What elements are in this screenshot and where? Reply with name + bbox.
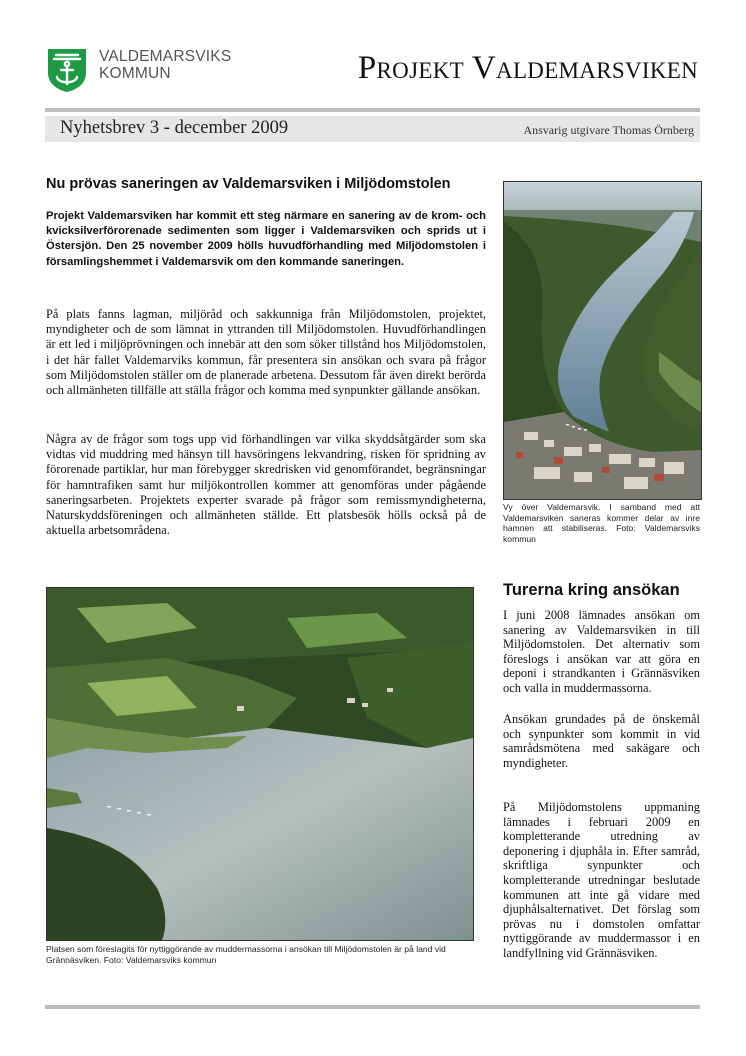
municipality-logo-icon <box>46 47 88 93</box>
main-headline: Nu prövas saneringen av Valdemarsviken i Miljödomstolen <box>46 176 451 192</box>
side-paragraph-3: På Miljödomstolens uppmaning lämnades i februari 2009 en kompletterande utredning av deponering i djuphåla in. Efter samråd, skriftliga synpunkter och kompletterande utredningar beslutade kommunen att inte gå vidare med djuphålsalternativet. Det förslag som prövas nu i domstolen omfattar nyttiggörande av muddermassor i en landfyllning vid Grännäsviken. <box>503 800 700 960</box>
photo2-caption: Platsen som föreslagits för nyttiggörande av muddermassorna i ansökan till Miljödomstolen är på land vid Grännäsviken. Foto: Valdemarsviks kommun <box>46 944 446 965</box>
org-name <box>99 48 231 82</box>
side-headline: Turerna kring ansökan <box>503 581 680 599</box>
org-name-line2: KOMMUN <box>99 65 171 82</box>
main-lead: Projekt Valdemarsviken har kommit ett steg närmare en sanering av de krom- och kvicksilverförorenade sedimenten som ligger i Valdemarsviken och sprids ut i Östersjön. Den 25 november 2009 hölls huvudförhandling med Miljödomstolen i församlingshemmet i Valdemarsvik om den kommande saneringen. <box>46 210 486 268</box>
aerial-photo-valdemarsvik <box>503 181 702 500</box>
editor-label: Ansvarig utgivare Thomas Örnberg <box>523 123 694 137</box>
side-paragraph-2: Ansökan grundades på de önskemål och synpunkter som kommit in vid samrådsmötena med sakägare och myndigheter. <box>503 712 700 770</box>
aerial-photo-grannasviken <box>46 587 474 941</box>
issue-label: Nyhetsbrev 3 - december 2009 <box>60 118 289 138</box>
bottom-rule <box>45 1005 700 1009</box>
top-rule <box>45 108 700 112</box>
main-paragraph-2: Några av de frågor som togs upp vid förhandlingen var vilka skyddsåtgärder som ska vidtas vid muddring med hänsyn till havsöringens lekvandring, risken för spridning av förorenade partiklar, hur man förebygger skredrisken vid genomförandet, begränsningar för hamntrafiken samt hur miljökontrollen kommer att genomföras under pågående saneringsarbeten. Projektets experter svarade på frågor som remissmyndigheterna, Naturskyddsföreningen och allmänheten ställde. Ett platsbesök hölls också på de aktuella arbetsområdena. <box>46 432 486 538</box>
side-paragraph-1: I juni 2008 lämnades ansökan om sanering av Valdemarsviken in till Miljödomstolen. Det alternativ som föreslogs i ansökan var att göra en deponi i strandkanten i Grännäsviken och valla in muddermassorna. <box>503 608 700 695</box>
publication-title: Projekt Valdemarsviken <box>357 50 698 86</box>
photo1-caption: Vy över Valdemarsvik. I samband med att Valdemarsviken saneras kommer delar av inre hamnen att stabiliseras. Foto: Valdemarsviks kommun <box>503 502 700 544</box>
main-paragraph-1: På plats fanns lagman, miljöråd och sakkunniga från Miljödomstolen, projektet, myndigheter och de som lämnat in yttranden till Miljödomstolen. Huvudförhandlingen är ett led i miljöprövningen och innebär att den som söker tillstånd hos Miljödomstolen, i det här fallet Valdemarviks kommun, får presentera sin ansökan och svara på frågor som Miljödomstolen ställer om de planerade arbetena. Dessutom får även direkt berörda och allmänheten tillfälle att ställa frågor och komma med synpunkter gällande ansökan. <box>46 307 486 398</box>
org-name-line1: VALDEMARSVIKS <box>99 48 232 65</box>
